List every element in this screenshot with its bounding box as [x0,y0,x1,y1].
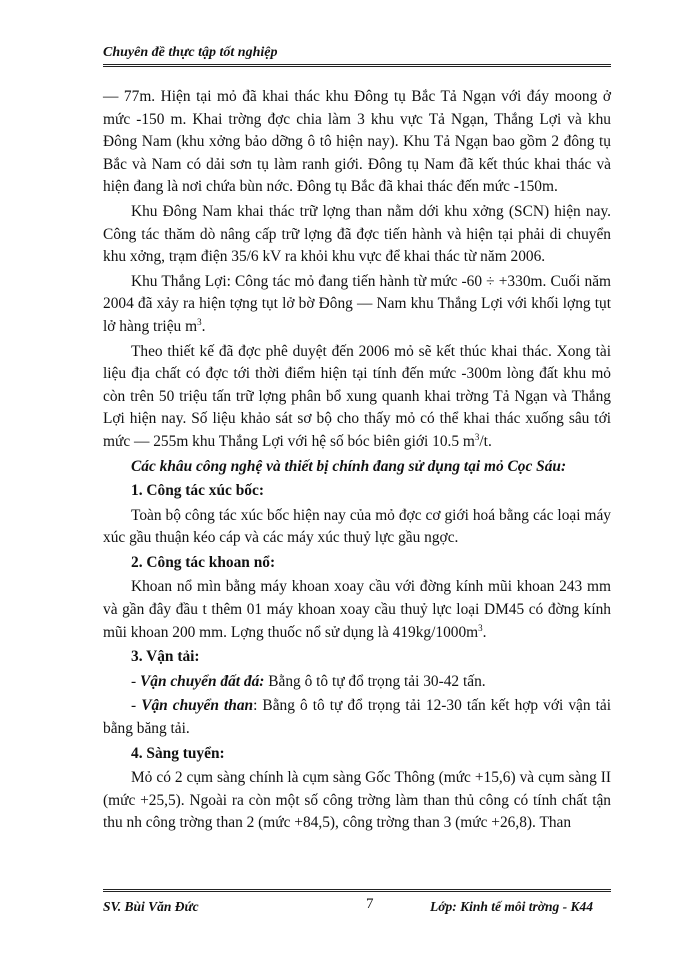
list-item-label: Vận chuyển than [141,697,254,715]
list-item-transport-soil [103,671,611,694]
section-heading-3: 3. Vận tải: [131,648,200,666]
paragraph-9: Mỏ có 2 cụm sàng chính là cụm sàng Gốc Thông (mức +15,6) và cụm sàng II (mức +25,5). Ngoài ra còn một số công trờng làm than thủ công có tính chất tận thu nh công trờng than 2 (mức +84,5), công trờng than 3 (mức +26,8). Than [103,769,611,832]
list-item-label: Vận chuyển đất đá: [139,672,265,690]
superscript: 3 [197,316,202,327]
paragraph-3-text: Khu Thắng Lợi: Công tác mỏ đang tiến hành từ mức -60 ÷ +330m. Cuối năm 2004 đã xảy ra hiện tợng tụt lở bờ Đông — Nam khu Thắng Lợi với khối lợng tụt lở hàng triệu m [103,272,611,335]
dash-prefix: - [131,672,140,690]
paragraph-4 [103,341,611,454]
paragraph-6 [103,576,611,644]
page-number: 7 [366,896,374,912]
paragraph-3 [103,271,611,339]
section-heading-4: 4. Sàng tuyển: [131,744,225,762]
superscript: 3 [474,431,480,442]
paragraph-4-text: Theo thiết kế đã đợc phê duyệt đến 2006 mỏ sẽ kết thúc khai thác. Xong tài liệu địa chất có đợc tới thời điểm hiện tại tính đến mức -300m lòng đất khu mỏ còn trên 50 triệu tấn trữ lợng phân bổ xung quanh khai trờng Tả Ngạn và Thắng Lợi hiện nay. Số liệu khảo sát sơ bộ cho thấy mỏ có thể khai thác xuống sâu tới mức — 255m khu Thắng Lợi với hệ số bóc biên giới 10.5 m [103,342,611,450]
list-item-transport-coal [103,695,611,740]
paragraph-2: Khu Đông Nam khai thác trữ lợng than nằm dới khu xởng (SCN) hiện nay. Công tác thăm dò nâng cấp trữ lợng đã đợc tiến hành và hiện tại phải di chuyển khu xởng, trạm điện 35/6 kV ra khỏi khu vực để khai thác từ năm 2006. [103,202,611,266]
paragraph-1: — 77m. Hiện tại mỏ đã khai thác khu Đông tụ Bắc Tả Ngạn với đáy moong ở mức -150 m. Khai trờng đợc chia làm 3 khu vực Tả Ngạn, Thắng Lợi và khu Đông Nam (khu xởng bảo dỡng ô tô hiện nay). Khu Tả Ngạn bao gồm 2 đông tụ Bắc và Nam có dải sơn tụ làm ranh giới. Đông tụ Nam đã kết thúc khai thác và hiện đang là nơi chứa bùn nớc. Đông tụ Bắc đã khai thác đến mức -150m. [103,88,611,196]
list-item-text: : Bằng ô tô tự đổ trọng tải 12-30 tấn kết hợp với vận tải bằng băng tải. [103,697,611,738]
page-header-title: Chuyên đề thực tập tốt nghiệp [103,45,278,60]
paragraph-6-end: . [482,623,487,641]
header-divider [103,64,611,67]
section-heading-2: 2. Công tác khoan nổ: [131,553,276,571]
footer-student-name: SV. Bùi Văn Đức [103,899,199,914]
section-heading-main: Các khâu công nghệ và thiết bị chính đang sử dụng tại mỏ Cọc Sáu: [131,457,567,475]
superscript: 3 [478,622,483,633]
paragraph-5: Toàn bộ công tác xúc bốc hiện nay của mỏ đợc cơ giới hoá bằng các loại máy xúc gầu thuận kéo cáp và các máy xúc thuỷ lực gầu ngợc. [103,506,611,547]
section-heading-1: 1. Công tác xúc bốc: [131,482,264,500]
paragraph-4-end: /t. [479,432,492,450]
paragraph-3-end: . [201,317,206,335]
paragraph-6-text: Khoan nổ mìn bằng máy khoan xoay cầu với đờng kính mũi khoan 243 mm và gần đây đầu t thêm 01 máy khoan xoay cầu thuỷ lực loại DM45 có đờng kính mũi khoan 200 mm. Lợng thuốc nổ sử dụng là 419kg/1000m [103,578,611,641]
footer-divider [103,889,611,892]
document-body [103,86,611,837]
list-item-text: Bằng ô tô tự đổ trọng tải 30-42 tấn. [264,672,486,690]
footer-class: Lớp: Kinh tế môi trờng - K44 [430,899,594,914]
dash-prefix: - [131,697,142,715]
